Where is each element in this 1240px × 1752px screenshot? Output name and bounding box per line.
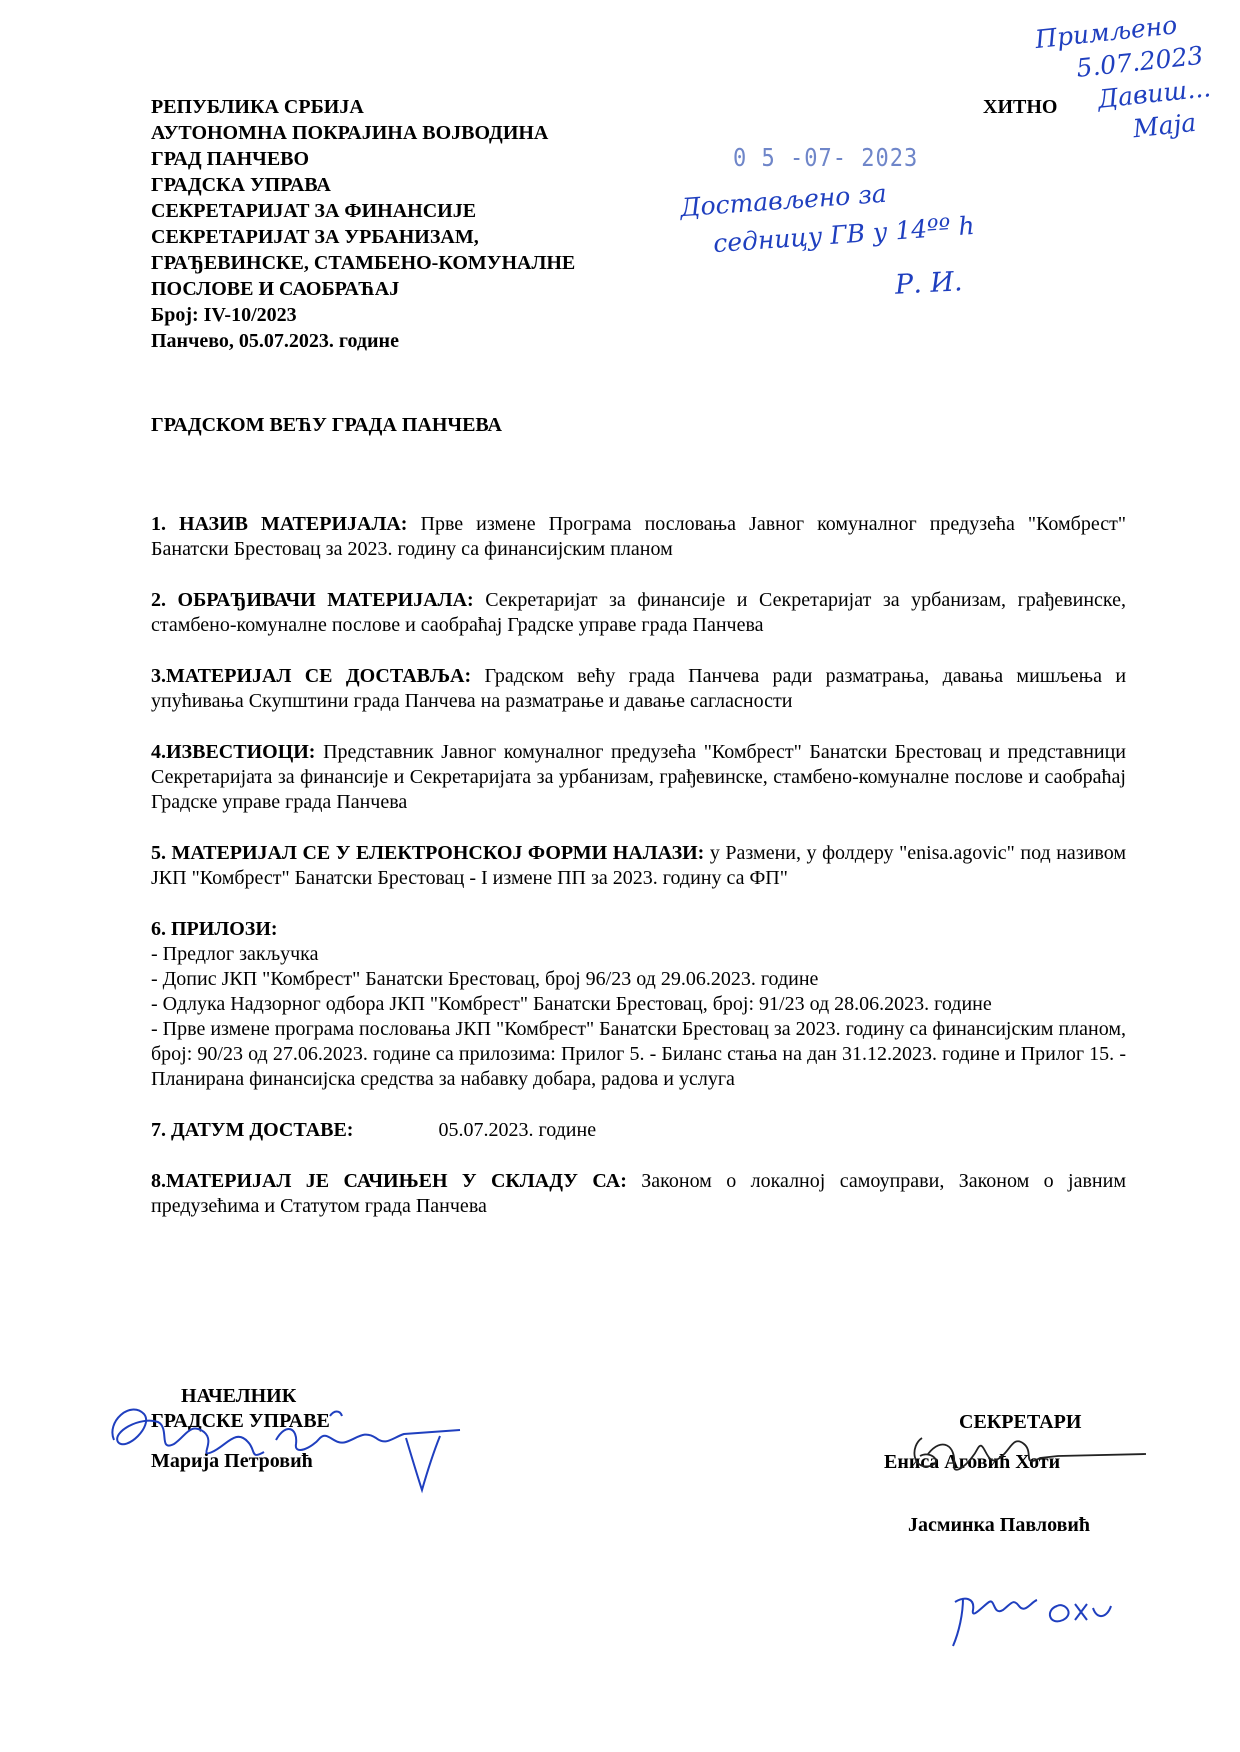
document-number: Број: IV-10/2023 <box>151 304 297 326</box>
addressee: ГРАДСКОМ ВЕЋУ ГРАДА ПАНЧЕВА <box>151 414 502 436</box>
receipt-note-line-1: Примљено <box>1033 10 1179 55</box>
header-line-finance-secretariat: СЕКРЕТАРИЈАТ ЗА ФИНАНСИЈЕ <box>151 200 477 222</box>
handwritten-receipt-note <box>1034 6 1216 155</box>
header-line-urbanism-secretariat-2: ГРАЂЕВИНСКЕ, СТАМБЕНО-КОМУНАЛНЕ <box>151 252 576 274</box>
item-material-name <box>151 512 1126 562</box>
header-line-urbanism-secretariat: СЕКРЕТАРИЈАТ ЗА УРБАНИЗАМ, <box>151 226 479 248</box>
item-5-heading: 5. МАТЕРИЈАЛ СЕ У ЕЛЕКТРОНСКОЈ ФОРМИ НАЛАЗИ: <box>151 842 705 864</box>
header-line-administration: ГРАДСКА УПРАВА <box>151 174 331 196</box>
item-6-heading: 6. ПРИЛОЗИ: <box>151 918 278 940</box>
document-date: Панчево, 05.07.2023. године <box>151 330 399 352</box>
header-line-city: ГРАД ПАНЧЕВО <box>151 148 310 170</box>
item-material-recipient <box>151 664 1126 714</box>
item-2-heading: 2. ОБРАЂИВАЧИ МАТЕРИЈАЛА: <box>151 589 474 611</box>
item-2-text: Секретаријат за финансије и Секретаријат за урбанизам, грађевинске, стамбено-комуналне послове и саобраћај Градске управе града Панчева <box>151 589 1127 636</box>
handwritten-note-session: седницу ГВ у 14ºº h <box>712 210 976 259</box>
attachments-list <box>151 942 1126 1092</box>
document-header <box>151 94 575 354</box>
attachment-item: - Одлука Надзорног одбора ЈКП "Комбрест" Банатски Брестовац, број: 91/23 од 28.06.2023. године <box>151 993 992 1015</box>
header-line-urbanism-secretariat-3: ПОСЛОВЕ И САОБРАЋАЈ <box>151 278 400 300</box>
item-rapporteurs <box>151 740 1126 815</box>
item-attachments <box>151 917 1126 1092</box>
attachment-item: - Прве измене програма пословања ЈКП "Комбрест" Банатски Брестовац за 2023. годину са финансијским планом, број: 90/23 од 27.06.2023. године са прилозима: Прилог 5. - Биланс стања на дан 31.12.2023. године и Прилог 15. - Планирана финансијска средства за набавку добара, радова и услуга <box>151 1018 1126 1090</box>
signature-secretary-1-name: Енисa Аговић Хоти <box>884 1451 1061 1473</box>
item-3-heading: 3.МАТЕРИЈАЛ СЕ ДОСТАВЉА: <box>151 665 472 687</box>
item-3-text: Градском већу града Панчева ради разматрања, давања мишљења и упућивања Скупштини града Панчева на разматрање и давање сагласности <box>151 665 1127 712</box>
item-5-text: у Размени, у фолдеру "enisa.agovic" под називом ЈКП "Комбрест" Банатски Брестовац - I измене ПП за 2023. годину са ФП" <box>151 842 1126 889</box>
item-legal-basis <box>151 1169 1126 1219</box>
header-line-country: РЕПУБЛИКА СРБИЈА <box>151 96 364 118</box>
signature-head-name: Марија Петровић <box>151 1450 313 1472</box>
receipt-note-line-2: 5.07.2023 <box>1075 40 1205 83</box>
item-1-text: Прве измене Програма пословања Јавног комуналног предузећа "Комбрест" Банатски Брестовац за 2023. годину са финансијским планом <box>151 513 1126 560</box>
item-material-authors <box>151 588 1126 638</box>
received-stamp-date: 0 5 -07- 2023 <box>733 144 919 173</box>
header-line-province: АУТОНОМНА ПОКРАЈИНА ВОЈВОДИНА <box>151 122 549 144</box>
item-8-heading: 8.МАТЕРИЈАЛ ЈЕ САЧИЊЕН У СКЛАДУ СА: <box>151 1170 627 1192</box>
signature-secretaries-title: СЕКРЕТАРИ <box>959 1411 1082 1433</box>
item-4-heading: 4.ИЗВЕСТИОЦИ: <box>151 741 316 763</box>
urgent-label: ХИТНО <box>983 96 1058 118</box>
signature-head-title-2: ГРАДСКЕ УПРАВЕ <box>151 1410 330 1432</box>
item-1-heading: 1. НАЗИВ МАТЕРИЈАЛА: <box>151 513 408 535</box>
signature-head-title-1: НАЧЕЛНИК <box>181 1385 297 1407</box>
handwritten-note-delivered: Достављено за <box>679 178 888 223</box>
item-delivery-date <box>151 1118 1126 1143</box>
handwritten-signature-secretary-2 <box>945 1576 1125 1656</box>
item-8-text: Законом о локалној самоуправи, Законом о јавним предузећима и Статутом града Панчева <box>151 1170 1126 1217</box>
receipt-note-line-3: Давиш... <box>1096 73 1213 114</box>
item-4-text: Представник Јавног комуналног предузећа "Комбрест" Банатски Брестовац и представници Секретаријата за финансије и Секретаријата за урбанизам, грађевинске, стамбено-комуналне послове и саобраћај Градске управе града Панчева <box>151 741 1127 813</box>
item-7-heading: 7. ДАТУМ ДОСТАВЕ: <box>151 1119 354 1141</box>
handwritten-note-initials: Р. И. <box>894 266 964 301</box>
signature-secretary-2-name: Јасминка Павловић <box>908 1514 1091 1536</box>
attachment-item: - Допис ЈКП "Комбрест" Банатски Брестовац, број 96/23 од 29.06.2023. године <box>151 968 819 990</box>
attachment-item: - Предлог закључка <box>151 943 319 965</box>
document-body <box>151 512 1126 1245</box>
signature-block-secretaries <box>884 1410 1090 1538</box>
receipt-note-line-4: Маја <box>1131 107 1198 144</box>
item-7-text: 05.07.2023. године <box>438 1119 597 1141</box>
signature-block-head <box>151 1384 330 1474</box>
item-electronic-location <box>151 841 1126 891</box>
